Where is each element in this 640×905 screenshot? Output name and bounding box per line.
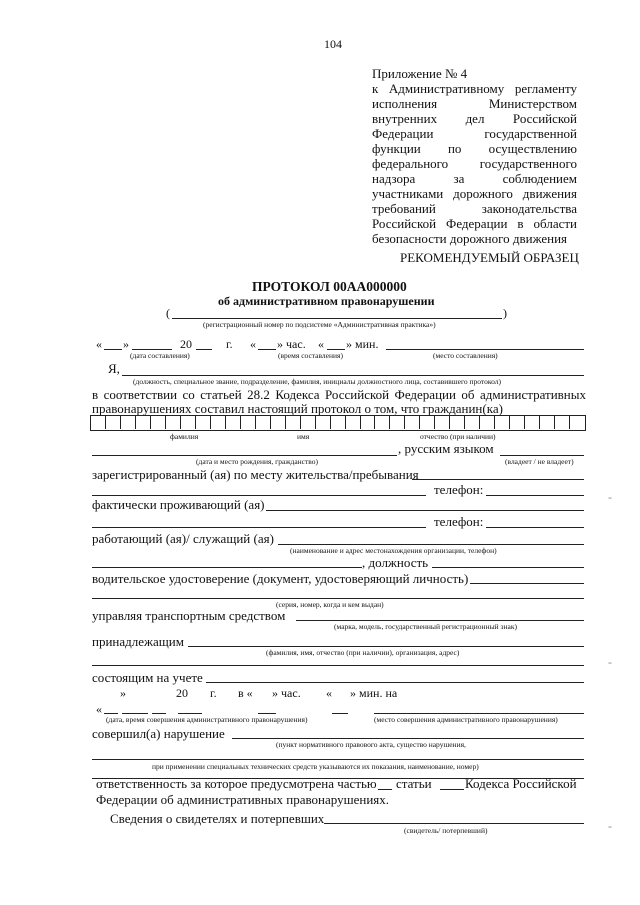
officer-prefix: Я, [108, 361, 120, 376]
actual-living-label: фактически проживающий (ая) [92, 497, 265, 512]
offense-place-field[interactable] [374, 713, 584, 714]
committed-field-2[interactable] [92, 759, 584, 760]
paren-open: ( [166, 306, 170, 320]
offense-hour-open: в « [238, 686, 253, 700]
offense-minute-field[interactable] [258, 713, 276, 714]
scan-mark-1: - [608, 490, 612, 504]
owner-field[interactable] [188, 646, 584, 647]
annex-line: функции по осуществлению [372, 141, 577, 156]
registered-on-field[interactable] [206, 682, 584, 683]
place-field[interactable] [386, 349, 584, 350]
offense-year-suffix: г. [210, 686, 217, 700]
vehicle-field[interactable] [296, 620, 584, 621]
registered-field-2[interactable] [92, 495, 426, 496]
name-grid-cell [165, 415, 166, 429]
russian-language-label: , русским языком [398, 441, 494, 456]
hour-label: » час. [277, 337, 306, 351]
offense-year-prefix: 20 [176, 686, 188, 700]
annex-line: исполнения Министерством [372, 96, 577, 111]
caption-birth: (дата и место рождения, гражданство) [196, 457, 319, 466]
caption-witness: (свидетель/ потерпевший) [404, 826, 488, 835]
phone-label-2: телефон: [434, 514, 484, 529]
caption-date: (дата составления) [130, 351, 190, 360]
caption-place: (место составления) [433, 351, 498, 360]
working-label: работающий (ая)/ служащий (ая) [92, 531, 274, 546]
birth-field[interactable] [92, 455, 397, 456]
witness-field[interactable] [324, 823, 584, 824]
scan-mark-2: - [608, 655, 612, 669]
offense-hour-field[interactable] [178, 713, 202, 714]
annex-line: к Административному регламенту [372, 81, 577, 96]
article-field[interactable] [440, 789, 464, 790]
license-field-2[interactable] [92, 598, 584, 599]
name-grid-cell [285, 415, 286, 429]
caption-license: (серия, номер, когда и кем выдан) [276, 600, 384, 609]
actual-living-field-2[interactable] [92, 527, 426, 528]
caption-patronymic: отчество (при наличии) [420, 432, 496, 441]
offense-minute-open: « [326, 686, 332, 700]
name-grid-cell [135, 415, 136, 429]
reg-number-field[interactable] [172, 318, 502, 319]
name-grid-cell [524, 415, 525, 429]
annex-line: Федерации государственной [372, 126, 577, 141]
minute-quote-open: « [318, 337, 324, 351]
offense-hour-label: » час. [272, 686, 301, 700]
page-number: 104 [324, 37, 342, 51]
committed-label: совершил(а) нарушение [92, 726, 225, 741]
committed-field[interactable] [232, 738, 584, 739]
position-field[interactable] [432, 567, 584, 568]
protocol-subtitle: об административном правонарушении [218, 294, 435, 308]
name-grid-cell [240, 415, 241, 429]
minute-label: » мин. [346, 337, 379, 351]
name-grid-cell [180, 415, 181, 429]
name-grid-cell [374, 415, 375, 429]
year-suffix: г. [226, 337, 233, 351]
annex-line: участниками дорожного движения [372, 186, 577, 201]
officer-field[interactable] [122, 375, 584, 376]
offense-minute-label: » мин. на [350, 686, 398, 700]
phone-field-1[interactable] [486, 495, 584, 496]
witnesses-label: Сведения о свидетелях и потерпевших [110, 811, 325, 826]
registered-label: зарегистрированный (ая) по месту жительства/пребывания [92, 467, 419, 482]
name-grid-cell [120, 415, 121, 429]
reg-caption: (регистрационный номер по подсистеме «Административная практика») [203, 320, 436, 329]
name-grid-cell [494, 415, 495, 429]
annex-text [372, 81, 577, 246]
intro-line-1: в соответствии со статьей 28.2 Кодекса Российской Федерации об административных [92, 387, 586, 402]
caption-offense-place: (место совершения административного правонарушения) [374, 715, 558, 724]
name-grid-cell [539, 415, 540, 429]
responsibility-code-label: Кодекса Российской [465, 776, 577, 791]
owner-field-2[interactable] [92, 665, 584, 666]
caption-norm: (пункт нормативного правового акта, существо нарушения, [276, 740, 466, 749]
offense-day-field[interactable] [104, 713, 118, 714]
actual-living-field[interactable] [266, 510, 584, 511]
working-field-2[interactable] [92, 567, 362, 568]
part-field[interactable] [378, 789, 392, 790]
month-field[interactable] [132, 349, 172, 350]
hour-quote-open: « [250, 337, 256, 351]
hour-field[interactable] [258, 349, 276, 350]
offense-extra-field[interactable] [332, 713, 348, 714]
annex-line: федерального государственного [372, 156, 577, 171]
protocol-title: ПРОТОКОЛ 00АА000000 [252, 279, 407, 294]
name-grid-cell [479, 415, 480, 429]
responsibility-article-label: статьи [396, 776, 432, 791]
caption-time: (время составления) [278, 351, 343, 360]
caption-officer: (должность, специальное звание, подразделение, фамилия, инициалы должностного лица, составившего протокол) [133, 377, 501, 386]
name-grid-cell [330, 415, 331, 429]
belonging-label: принадлежащим [92, 634, 184, 649]
name-grid-cell [150, 415, 151, 429]
offense-day-open: « [96, 702, 102, 716]
name-grid-cell [315, 415, 316, 429]
intro-line-2: правонарушениях составил настоящий протокол о том, что гражданин(ка) [92, 401, 503, 416]
name-grid-cell [255, 415, 256, 429]
year-prefix: 20 [180, 337, 192, 351]
phone-field-2[interactable] [486, 527, 584, 528]
name-grid-cell [210, 415, 211, 429]
responsibility-line-2: Федерации об административных правонарушениях. [96, 792, 390, 807]
minute-field[interactable] [327, 349, 345, 350]
annex-line: надзора за соблюдением [372, 171, 577, 186]
scan-mark-3: - [608, 819, 612, 833]
name-grid-cell [449, 415, 450, 429]
annex-title: Приложение № 4 [372, 66, 468, 81]
caption-vehicle: (марка, модель, государственный регистрационный знак) [334, 622, 517, 631]
offense-quote-close: » [120, 686, 126, 700]
name-grid-cell [225, 415, 226, 429]
annex-line: внутренних дел Российской [372, 111, 577, 126]
phone-label-1: телефон: [434, 482, 484, 497]
day-field[interactable] [104, 349, 122, 350]
annex-line: требований законодательства [372, 201, 577, 216]
name-grid-cell [105, 415, 106, 429]
name-grid-cell [389, 415, 390, 429]
year-field[interactable] [196, 349, 212, 350]
license-field[interactable] [470, 583, 584, 584]
caption-owner: (фамилия, имя, отчество (при наличии), организация, адрес) [266, 648, 460, 657]
name-grid-cell [360, 415, 361, 429]
date-quote-open: « [96, 337, 102, 351]
caption-organization: (наименование и адрес местонахождения организации, телефон) [290, 546, 497, 555]
name-grid-cell [404, 415, 405, 429]
caption-offense-date: (дата, время совершения административного правонарушения) [106, 715, 308, 724]
caption-name: имя [297, 432, 310, 441]
name-grid-cell [509, 415, 510, 429]
position-label: , должность [362, 555, 429, 570]
date-quote-close: » [123, 337, 129, 351]
license-label: водительское удостоверение (документ, удостоверяющий личность) [92, 571, 469, 586]
recommended-sample: РЕКОМЕНДУЕМЫЙ ОБРАЗЕЦ [400, 250, 579, 265]
driving-label: управляя транспортным средством [92, 608, 286, 623]
caption-technical: при применении специальных технических средств указываются их показания, наименование, номер) [152, 762, 479, 771]
name-grid-cell [300, 415, 301, 429]
caption-surname: фамилия [170, 432, 199, 441]
name-grid-cell [464, 415, 465, 429]
name-grid-cell [195, 415, 196, 429]
name-grid-cell [569, 415, 570, 429]
working-field[interactable] [278, 544, 584, 545]
paren-close: ) [503, 306, 507, 320]
language-field[interactable] [500, 455, 584, 456]
annex-line: Российской Федерации в области [372, 216, 577, 231]
name-grid-cell [434, 415, 435, 429]
name-grid-cell [270, 415, 271, 429]
name-grid-cell [419, 415, 420, 429]
offense-month-field[interactable] [122, 713, 148, 714]
responsibility-part-label: ответственность за которое предусмотрена частью [96, 776, 377, 791]
offense-year-field[interactable] [152, 713, 166, 714]
annex-line: безопасности дорожного движения [372, 231, 568, 246]
registered-on-label: состоящим на учете [92, 670, 203, 685]
name-grid-cell [345, 415, 346, 429]
registered-field[interactable] [412, 479, 584, 480]
name-grid-cell [554, 415, 555, 429]
caption-language: (владеет / не владеет) [505, 457, 574, 466]
